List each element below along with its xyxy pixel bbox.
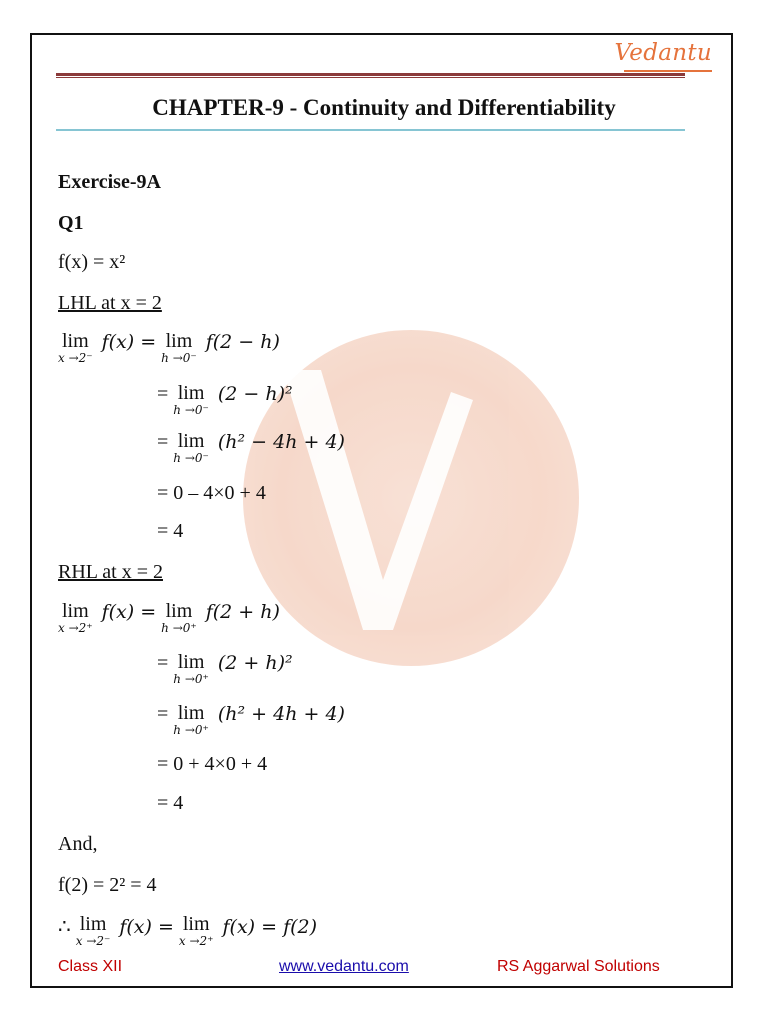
footer-class: Class XII <box>58 958 123 975</box>
header-rule-thin <box>56 77 685 78</box>
rhl-line-5: = 4 <box>157 792 184 814</box>
lhl-line-2: = lim h →0⁻ (2 − h)² <box>157 382 293 417</box>
title-rule <box>56 129 685 131</box>
page-title: CHAPTER-9 - Continuity and Differentiability <box>152 95 616 120</box>
f-of-2: f(2) = 2² = 4 <box>58 874 157 896</box>
question-label: Q1 <box>58 212 84 234</box>
watermark-logo <box>243 330 579 666</box>
rhl-line-4: = 0 + 4×0 + 4 <box>157 753 268 775</box>
footer-website-link[interactable]: www.vedantu.com <box>279 958 409 975</box>
logo-underline <box>624 70 712 72</box>
rhl-heading: RHL at x = 2 <box>58 561 163 583</box>
function-definition: f(x) = x² <box>58 251 126 273</box>
v-watermark-icon <box>243 330 579 666</box>
lhl-line-3: = lim h →0⁻ (h² − 4h + 4) <box>157 430 345 465</box>
and-text: And, <box>58 833 98 855</box>
lhl-line-5: = 4 <box>157 520 184 542</box>
rhl-line-3: = lim h →0⁺ (h² + 4h + 4) <box>157 702 345 737</box>
conclusion-line: ∴ lim x →2⁻ f(x) = lim x →2⁺ f(x) = f(2) <box>58 913 318 948</box>
lhl-line-4: = 0 – 4×0 + 4 <box>157 482 266 504</box>
footer-book-title: RS Aggarwal Solutions <box>497 958 660 975</box>
vedantu-logo: Vedantu <box>614 40 712 66</box>
exercise-heading: Exercise-9A <box>58 171 161 193</box>
lhl-line-1: lim x →2⁻ f(x) = lim h →0⁻ f(2 − h) <box>58 330 280 365</box>
lhl-heading: LHL at x = 2 <box>58 292 162 314</box>
rhl-line-2: = lim h →0⁺ (2 + h)² <box>157 651 293 686</box>
rhl-line-1: lim x →2⁺ f(x) = lim h →0⁺ f(2 + h) <box>58 600 280 635</box>
header-rule <box>56 73 685 76</box>
